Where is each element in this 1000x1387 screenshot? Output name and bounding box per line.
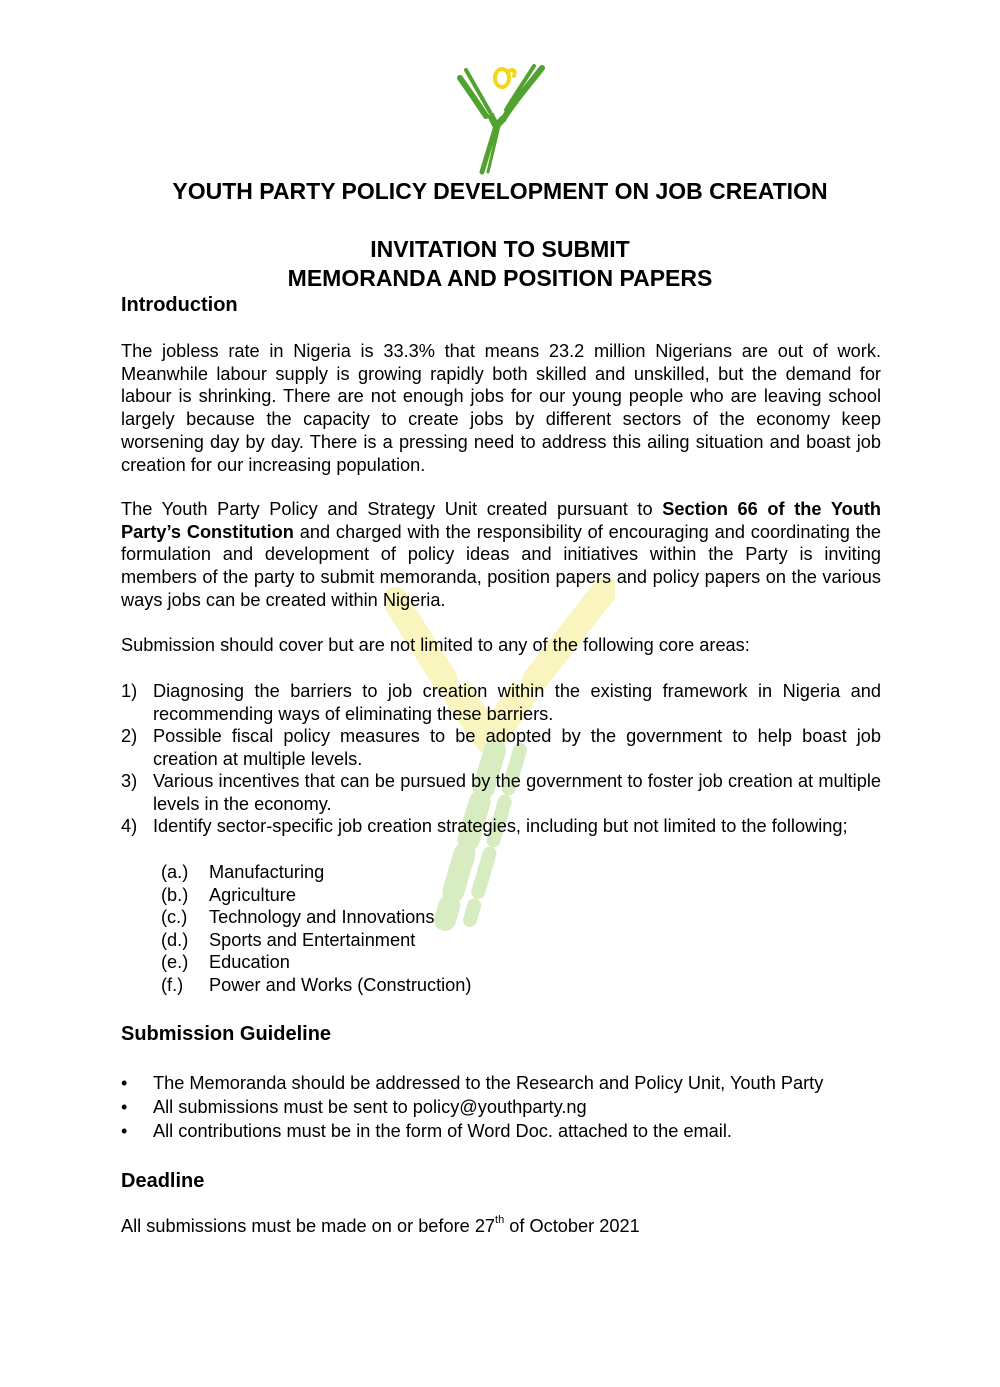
deadline-text [121,1215,881,1238]
guideline-text: All submissions must be sent to policy@youthparty.ng [153,1097,587,1117]
sector-text: Sports and Entertainment [209,930,416,950]
policy-unit-paragraph [121,498,881,612]
bullet-icon: • [121,1073,128,1093]
sector-text: Manufacturing [209,862,325,882]
sector-label: (e.) [161,952,189,972]
guideline-text: All contributions must be in the form of Word Doc. attached to the email. [153,1121,732,1141]
list-number: 2) [121,726,138,746]
youth-party-figure-icon [452,64,548,176]
list-number: 1) [121,681,138,701]
bullet-icon: • [121,1121,128,1141]
policy-unit-text-a: The Youth Party Policy and Strategy Unit created pursuant to [121,499,663,519]
document-title: YOUTH PARTY POLICY DEVELOPMENT ON JOB CREATION [172,178,828,204]
introduction-heading: Introduction [121,294,238,316]
deadline-heading: Deadline [121,1170,205,1192]
list-item [121,1120,732,1143]
sector-label: (d.) [161,930,189,950]
bullet-icon: • [121,1097,128,1117]
sector-text: Agriculture [209,885,296,905]
list-text: Possible fiscal policy measures to be adopted by the government to help boast job creation at multiple levels. [153,726,881,769]
list-number: 4) [121,816,138,836]
sector-item [161,929,415,952]
core-areas-intro: Submission should cover but are not limited to any of the following core areas: [121,635,750,655]
list-text: Various incentives that can be pursued by the government to foster job creation at multiple levels in the economy. [153,771,881,814]
introduction-paragraph: The jobless rate in Nigeria is 33.3% that means 23.2 million Nigerians are out of work. Meanwhile labour supply is growing rapidly both skilled and unskilled, but the demand for labour is shrinking. There are not enough jobs for our young people who are leaving school largely because the capacity to create jobs by different sectors of the economy keep worsening day by day. There is a pressing need to address this ailing situation and boast job creation for our increasing population. [121,341,881,475]
sector-label: (b.) [161,885,189,905]
list-item [121,770,881,815]
invitation-title: INVITATION TO SUBMIT [370,236,630,262]
list-item [121,725,881,770]
list-text: Diagnosing the barriers to job creation within the existing framework in Nigeria and recommending ways of eliminating these barriers. [153,681,881,724]
sector-item [161,906,435,929]
sector-label: (a.) [161,862,189,882]
list-text: Identify sector-specific job creation strategies, including but not limited to the following; [153,816,848,836]
sector-item [161,974,471,997]
constitution-reference: Section 66 of the Youth Party’s Constitution [121,499,881,542]
sector-item [161,861,324,884]
deadline-text-before: All submissions must be made on or before 27 [121,1216,496,1236]
sector-text: Power and Works (Construction) [209,975,472,995]
submission-guideline-heading: Submission Guideline [121,1023,332,1045]
policy-unit-text-b: and charged with the responsibility of encouraging and coordinating the formulation and development of policy ideas and initiatives within the Party is inviting members of the party to submit memoranda, position papers and policy papers on the various ways jobs can be created within Nigeria. [121,521,881,610]
sector-text: Education [209,952,290,972]
sector-text: Technology and Innovations [209,907,435,927]
sector-item [161,951,290,974]
deadline-text-after: of October 2021 [504,1216,640,1236]
sector-label: (c.) [161,907,188,927]
deadline-superscript: th [495,1213,505,1226]
sector-label: (f.) [161,975,184,995]
sector-item [161,884,296,907]
list-item [121,1096,587,1119]
list-number: 3) [121,771,138,791]
memoranda-title: MEMORANDA AND POSITION PAPERS [287,265,713,291]
list-item [121,1072,823,1095]
list-item [121,680,881,725]
guideline-text: The Memoranda should be addressed to the Research and Policy Unit, Youth Party [153,1073,824,1093]
list-item [121,815,881,838]
